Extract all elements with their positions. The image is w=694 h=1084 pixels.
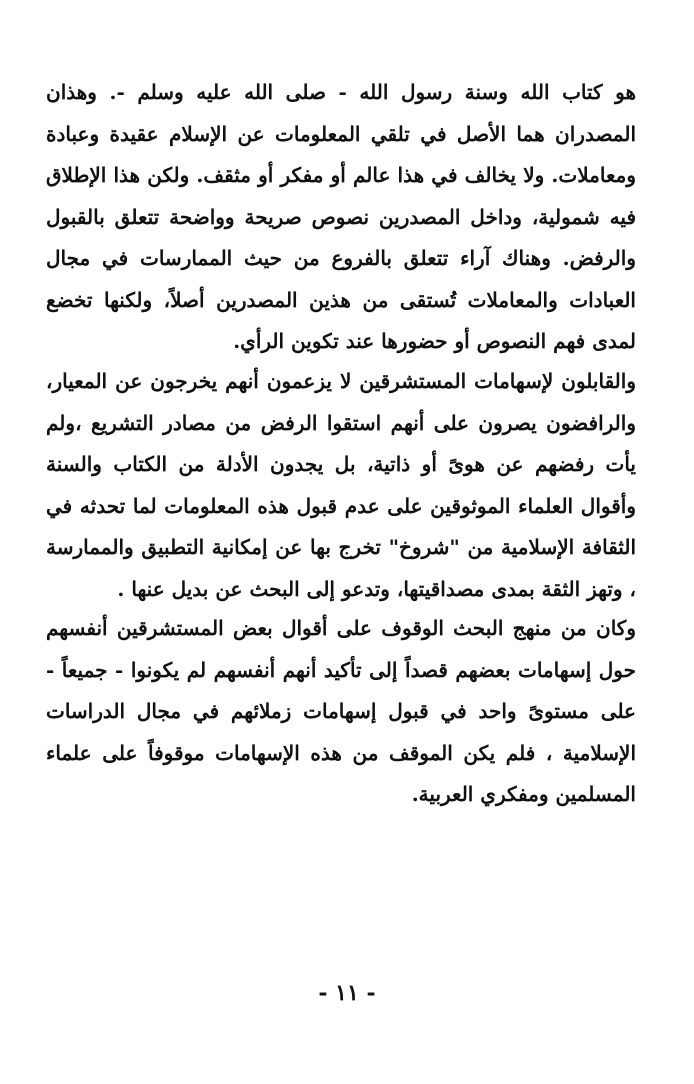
- paragraph-1: [46, 72, 636, 363]
- paragraph-1-text: هو كتاب الله وسنة رسول الله - صلى الله عليه وسلم -. وهذان المصدران هما الأصل في تلقي المعلومات عن الإسلام عقيدة وعبادة ومعاملات. ولا يخالف في هذا عالم أو مفكر أو مثقف. ولكن هذا الإطلاق فيه شمولية، وداخل المصدرين نصوص صريحة وواضحة تتعلق بالقبول والرفض. وهناك آراء تتعلق بالفروع من حيث الممارسات في مجال العبادات والمعاملات تُستقى من هذين المصدرين أصلاً، ولكنها تخضع لمدى فهم النصوص أو حضورها عند تكوين الرأي.: [46, 80, 636, 353]
- paragraph-3-text: وكان من منهج البحث الوقوف على أقوال بعض المستشرقين أنفسهم حول إسهامات بعضهم قصداً إلى تأكيد أنهم أنفسهم لم يكونوا - جميعاً - على مستوىً واحد في قبول إسهامات زملائهم في مجال الدراسات الإسلامية ، فلم يكن الموقف من هذه الإسهامات موقوفاً على علماء المسلمين ومفكري العربية.: [46, 616, 636, 806]
- paragraph-2-text: والقابلون لإسهامات المستشرقين لا يزعمون أنهم يخرجون عن المعيار، والرافضون يصرون على أنهم استقوا الرفض من مصادر التشريع ،ولم يأت رفضهم عن هوىً أو ذاتية، بل يجدون الأدلة من الكتاب والسنة وأقوال العلماء الموثوقين على عدم قبول هذه المعلومات لما تحدثه في الثقافة الإسلامية من "شروخ" تخرج بها عن إمكانية التطبيق والممارسة ، وتهز الثقة بمدى مصداقيتها، وتدعو إلى البحث عن بديل عنها .: [46, 369, 636, 601]
- paragraph-3: [46, 608, 636, 816]
- paragraph-2: [46, 361, 636, 610]
- page-number: - ١١ -: [318, 980, 376, 1006]
